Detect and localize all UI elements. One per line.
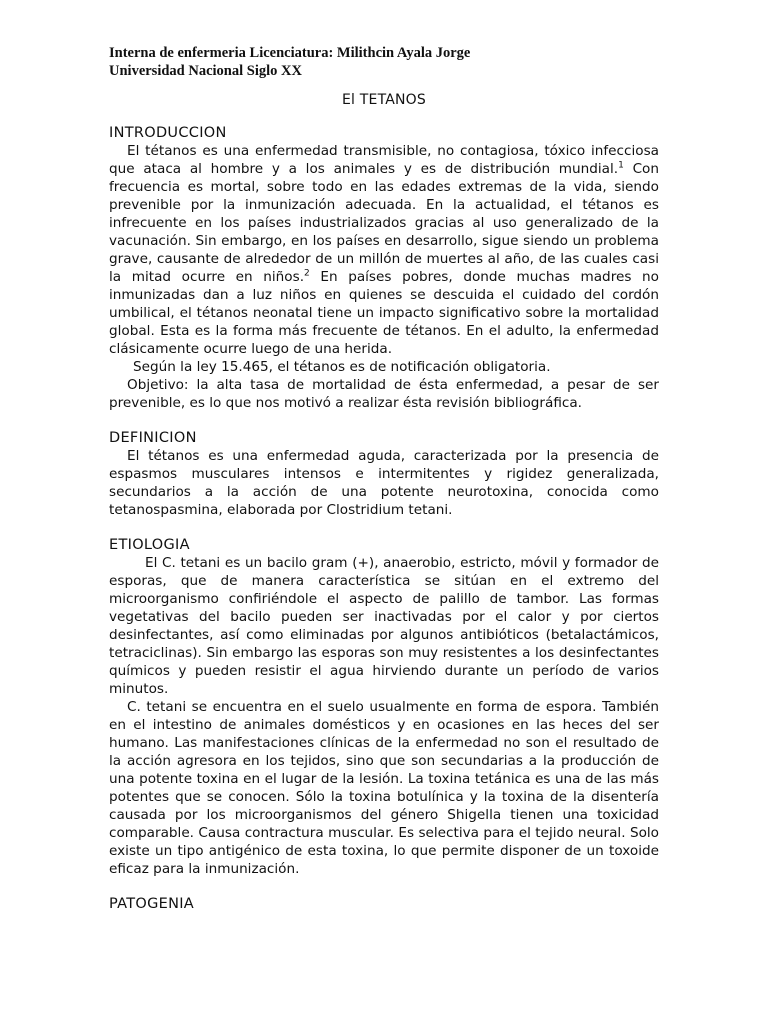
- intro-paragraph-1: [109, 142, 659, 358]
- heading-patogenia: PATOGENIA: [109, 896, 195, 912]
- university-line: Universidad Nacional Siglo XX: [109, 63, 302, 79]
- intro-text-2: Con frecuencia es mortal, sobre todo en las edades extremas de la vida, siendo prevenible por la inmunización adecuada. En la actualidad, el tétanos es infrecuente en los países industrializados gracias al uso generalizado de la vacunación. Sin embargo, en los países en desarrollo, sigue siendo un problema grave, causante de alrededor de un millón de muertes al año, de las cuales casi la mitad ocurre en niños.: [109, 161, 659, 285]
- heading-definicion: DEFINICION: [109, 430, 197, 446]
- footnote-ref-1: 1: [618, 160, 624, 171]
- heading-etiologia: ETIOLOGIA: [109, 537, 190, 553]
- intro-text-3: En países pobres, donde muchas madres no inmunizadas dan a luz niños en quienes se descuida el cuidado del cordón umbilical, el tétanos neonatal tiene un impacto significativo sobre la mortalidad global. Esta es la forma más frecuente de tétanos. En el adulto, la enfermedad clásicamente ocurre luego de una herida.: [109, 269, 659, 357]
- etiologia-paragraph-1: El C. tetani es un bacilo gram (+), anaerobio, estricto, móvil y formador de esporas, que de manera característica se sitúan en el extremo del microorganismo confiriéndole el aspecto de palillo de tambor. Las formas vegetativas del bacilo pueden ser inactivadas por el calor y por ciertos desinfectantes, así como eliminadas por algunos antibióticos (betalactámicos, tetraciclinas). Sin embargo las esporas son muy resistentes a los desinfectantes químicos y pueden resistir el agua hirviendo durante un período de varios minutos.: [109, 555, 659, 697]
- intro-paragraph-2: Según la ley 15.465, el tétanos es de notificación obligatoria.: [133, 359, 551, 375]
- section-patogenia: [109, 895, 659, 913]
- heading-introduccion: INTRODUCCION: [109, 125, 227, 141]
- section-introduccion: [109, 124, 659, 412]
- intro-paragraph-3: Objetivo: la alta tasa de mortalidad de ésta enfermedad, a pesar de ser prevenible, es lo que nos motivó a realizar ésta revisión bibliográfica.: [109, 377, 659, 411]
- document-title: El TETANOS: [341, 92, 426, 108]
- document-page: [109, 44, 659, 930]
- definicion-paragraph: El tétanos es una enfermedad aguda, caracterizada por la presencia de espasmos musculares intensos e intermitentes y rigidez generalizada, secundarios a la acción de una potente neurotoxina, conocida como tetanospasmina, elaborada por Clostridium tetani.: [109, 448, 659, 518]
- author-line: Interna de enfermeria Licenciatura: Milithcin Ayala Jorge: [109, 45, 471, 61]
- section-definicion: [109, 429, 659, 519]
- intro-text-1: El tétanos es una enfermedad transmisible, no contagiosa, tóxico infecciosa que ataca al hombre y a los animales y es de distribución mundial.: [109, 143, 659, 177]
- section-etiologia: [109, 536, 659, 878]
- etiologia-paragraph-2: C. tetani se encuentra en el suelo usualmente en forma de espora. También en el intestino de animales domésticos y en ocasiones en las heces del ser humano. Las manifestaciones clínicas de la enfermedad no son el resultado de la acción agresora en los tejidos, sino que son secundarias a la producción de una potente toxina en el lugar de la lesión. La toxina tetánica es una de las más potentes que se conocen. Sólo la toxina botulínica y la toxina de la disentería causada por los microorganismos del género Shigella tienen una toxicidad comparable. Causa contractura muscular. Es selectiva para el tejido neural. Solo existe un tipo antigénico de esta toxina, lo que permite disponer de un toxoide eficaz para la inmunización.: [109, 699, 659, 877]
- footnote-ref-2: 2: [304, 268, 310, 279]
